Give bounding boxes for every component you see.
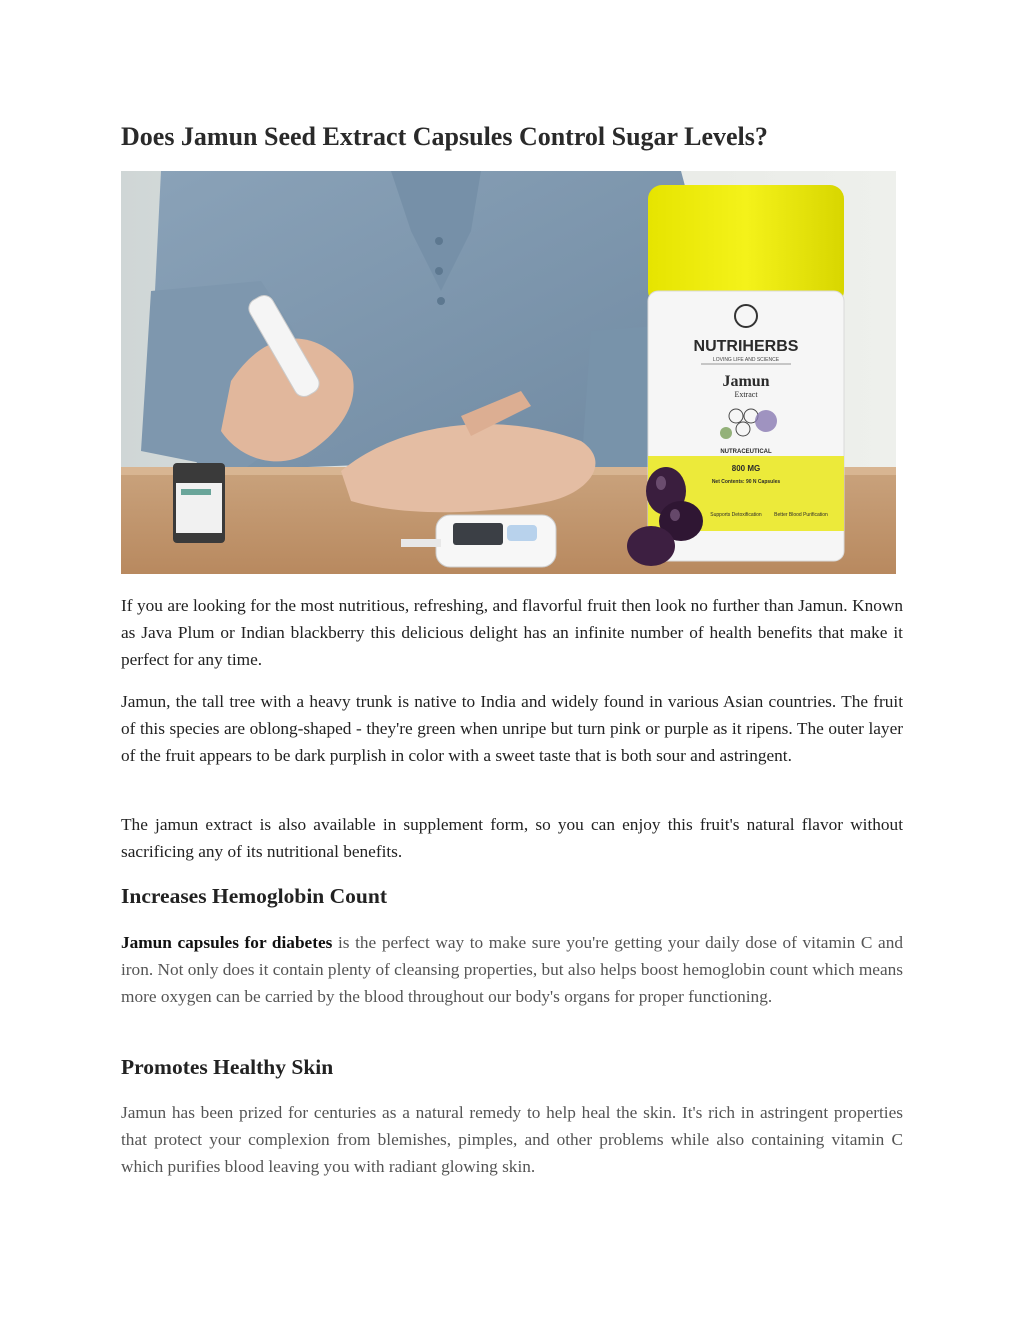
svg-text:NUTRIHERBS: NUTRIHERBS	[693, 338, 799, 355]
svg-text:Better Blood Purification: Better Blood Purification	[774, 512, 828, 518]
section-heading-skin: Promotes Healthy Skin	[121, 1055, 334, 1079]
hero-image	[121, 171, 896, 574]
photo-icon	[121, 171, 896, 574]
jamun-capsules-link[interactable]: Jamun capsules for diabetes	[121, 933, 333, 952]
svg-text:800 MG: 800 MG	[731, 464, 761, 473]
svg-text:LOVING LIFE AND SCIENCE: LOVING LIFE AND SCIENCE	[712, 357, 780, 363]
intro-paragraph: If you are looking for the most nutritious, refreshing, and flavorful fruit then look no further than Jamun. Known as Java Plum or Indian blackberry this delicious delight has an infinite number of health benefits that make it perfect for any time.	[121, 596, 903, 669]
svg-text:Supports Detoxification: Supports Detoxification	[710, 512, 762, 518]
supplement-paragraph: The jamun extract is also available in supplement form, so you can enjoy this fruit's natural flavor without sacrificing any of its nutritional benefits.	[121, 815, 903, 861]
svg-text:Extract: Extract	[734, 390, 758, 399]
skin-paragraph: Jamun has been prized for centuries as a natural remedy to help heal the skin. It's rich in astringent properties that protect your complexion from blemishes, pimples, and other problems while also containing vitamin C which purifies blood leaving you with radiant glowing skin.	[121, 1103, 903, 1176]
description-paragraph: Jamun, the tall tree with a heavy trunk is native to India and widely found in various Asian countries. The fruit of this species are oblong-shaped - they're green when unripe but turn pink or purple as it ripens. The outer layer of the fruit appears to be dark purplish in color with a sweet taste that is both sour and astringent.	[121, 692, 903, 765]
svg-text:Jamun: Jamun	[722, 373, 770, 390]
page-title: Does Jamun Seed Extract Capsules Control Sugar Levels?	[121, 122, 768, 151]
section-heading-hemoglobin: Increases Hemoglobin Count	[121, 884, 387, 908]
svg-text:NUTRACEUTICAL: NUTRACEUTICAL	[720, 449, 772, 455]
hemoglobin-paragraph	[121, 929, 903, 1010]
svg-text:Net Contents: 90 N Capsules: Net Contents: 90 N Capsules	[711, 479, 781, 485]
hemoglobin-body: is the perfect way to make sure you're getting your daily dose of vitamin C and iron. Not only does it contain plenty of cleansing properties, but also helps boost hemoglobin count which means more oxygen can be carried by the blood throughout our body's organs for proper functioning.	[121, 933, 903, 1006]
